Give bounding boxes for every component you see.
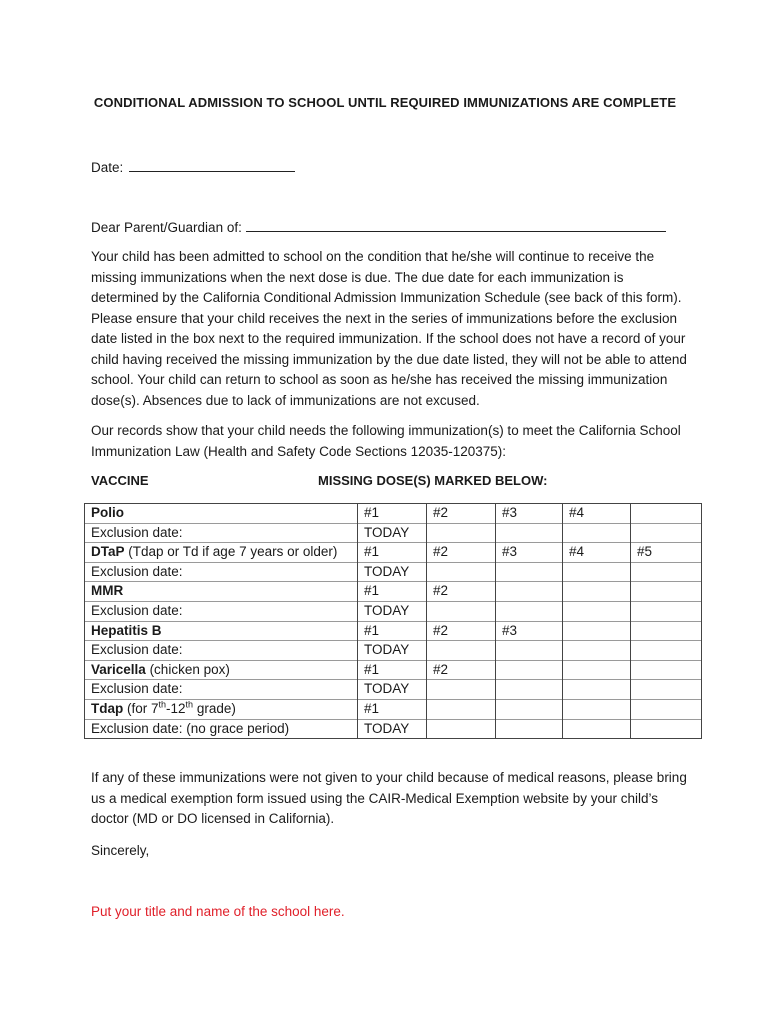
vaccine-name-bold: Tdap [91, 700, 124, 716]
closing-text: Sincerely, [91, 843, 150, 858]
exclusion-label: Exclusion date: [85, 680, 358, 700]
table-row [85, 699, 702, 719]
exclusion-date-cell[interactable] [631, 562, 702, 582]
exclusion-date-cell[interactable] [631, 680, 702, 700]
exclusion-date-cell[interactable] [496, 523, 563, 543]
exclusion-date-cell[interactable]: TODAY [358, 523, 427, 543]
exclusion-date-cell[interactable] [631, 601, 702, 621]
dose-cell[interactable]: #2 [427, 660, 496, 680]
table-row [85, 504, 702, 524]
dose-cell[interactable] [427, 699, 496, 719]
guardian-blank-line[interactable] [246, 217, 666, 232]
dose-cell[interactable] [496, 660, 563, 680]
dose-cell[interactable] [563, 621, 631, 641]
exclusion-date-cell[interactable] [563, 562, 631, 582]
vaccine-name [85, 699, 358, 719]
dose-cell[interactable] [563, 660, 631, 680]
dose-cell[interactable]: #2 [427, 621, 496, 641]
vaccine-header: VACCINE [91, 473, 149, 488]
dose-cell[interactable] [496, 699, 563, 719]
vaccine-name [85, 660, 358, 680]
dose-cell[interactable]: #3 [496, 621, 563, 641]
exclusion-date-cell[interactable] [631, 719, 702, 739]
dose-cell[interactable]: #4 [563, 543, 631, 563]
exclusion-date-cell[interactable] [496, 641, 563, 661]
exclusion-date-cell[interactable] [496, 601, 563, 621]
table-row [85, 582, 702, 602]
dose-cell[interactable]: #4 [563, 504, 631, 524]
table-row [85, 601, 702, 621]
table-row [85, 543, 702, 563]
exclusion-date-cell[interactable] [427, 719, 496, 739]
vaccine-name: MMR [85, 582, 358, 602]
dose-cell[interactable] [631, 582, 702, 602]
table-row [85, 641, 702, 661]
exclusion-date-cell[interactable]: TODAY [358, 562, 427, 582]
exclusion-date-cell[interactable] [631, 523, 702, 543]
exclusion-date-cell[interactable] [427, 601, 496, 621]
exclusion-date-cell[interactable] [427, 562, 496, 582]
medical-exemption-paragraph: If any of these immunizations were not given to your child because of medical reasons, please bring us a medical exemption form issued using the CAIR-Medical Exemption website by your child’s doctor (MD or DO licensed in California). [91, 770, 687, 826]
dose-cell[interactable]: #3 [496, 504, 563, 524]
dose-cell[interactable]: #1 [358, 699, 427, 719]
table-row [85, 562, 702, 582]
exclusion-date-cell[interactable] [563, 719, 631, 739]
exclusion-date-cell[interactable] [427, 641, 496, 661]
exclusion-date-cell[interactable]: TODAY [358, 680, 427, 700]
dose-cell[interactable]: #1 [358, 660, 427, 680]
exclusion-date-cell[interactable] [496, 719, 563, 739]
guardian-field-row [91, 217, 666, 235]
dose-cell[interactable]: #2 [427, 582, 496, 602]
exclusion-date-cell[interactable] [496, 562, 563, 582]
exclusion-date-cell[interactable] [563, 523, 631, 543]
exclusion-date-cell[interactable] [563, 641, 631, 661]
exclusion-date-cell[interactable] [563, 601, 631, 621]
dose-cell[interactable] [496, 582, 563, 602]
exclusion-label: Exclusion date: [85, 601, 358, 621]
exclusion-date-cell[interactable]: TODAY [358, 601, 427, 621]
table-row [85, 680, 702, 700]
vaccine-detail: -12 [166, 700, 186, 716]
dose-cell[interactable] [631, 660, 702, 680]
date-field-row [91, 157, 295, 175]
dose-cell[interactable]: #3 [496, 543, 563, 563]
table-row [85, 660, 702, 680]
dose-cell[interactable]: #2 [427, 504, 496, 524]
exclusion-label: Exclusion date: (no grace period) [85, 719, 358, 739]
vaccine-name-bold: Varicella [91, 661, 146, 677]
table-row [85, 719, 702, 739]
vaccine-detail: (for 7 [123, 700, 159, 716]
exclusion-date-cell[interactable]: TODAY [358, 719, 427, 739]
vaccine-detail: grade) [193, 700, 236, 716]
vaccine-name: Hepatitis B [85, 621, 358, 641]
vaccine-detail: (Tdap or Td if age 7 years or older) [124, 544, 338, 560]
exclusion-date-cell[interactable] [427, 680, 496, 700]
table-row [85, 523, 702, 543]
dose-cell[interactable]: #5 [631, 543, 702, 563]
dose-cell[interactable] [563, 699, 631, 719]
dose-cell[interactable]: #2 [427, 543, 496, 563]
vaccine-name [85, 543, 358, 563]
exclusion-label: Exclusion date: [85, 523, 358, 543]
table-row [85, 621, 702, 641]
exclusion-date-cell[interactable] [631, 641, 702, 661]
exclusion-date-cell[interactable] [427, 523, 496, 543]
dose-cell[interactable] [563, 582, 631, 602]
dose-cell[interactable]: #1 [358, 504, 427, 524]
page-title: CONDITIONAL ADMISSION TO SCHOOL UNTIL REQUIRED IMMUNIZATIONS ARE COMPLETE [93, 95, 677, 110]
exclusion-date-cell[interactable] [496, 680, 563, 700]
vaccine-name-bold: DTaP [91, 544, 125, 560]
exclusion-label: Exclusion date: [85, 641, 358, 661]
vaccine-name: Polio [85, 504, 358, 524]
immunization-table [84, 503, 702, 739]
superscript: th [158, 699, 167, 710]
date-blank-line[interactable] [129, 157, 295, 172]
dose-cell[interactable]: #1 [358, 543, 427, 563]
dose-cell[interactable]: #1 [358, 582, 427, 602]
vaccine-detail: (chicken pox) [145, 661, 230, 677]
dose-cell[interactable] [631, 504, 702, 524]
exclusion-date-cell[interactable] [563, 680, 631, 700]
guardian-label: Dear Parent/Guardian of: [91, 220, 242, 235]
missing-doses-header: MISSING DOSE(S) MARKED BELOW: [318, 473, 548, 488]
exclusion-date-cell[interactable]: TODAY [358, 641, 427, 661]
dose-cell[interactable]: #1 [358, 621, 427, 641]
date-label: Date: [91, 160, 124, 175]
dose-cell[interactable] [631, 621, 702, 641]
signature-placeholder[interactable]: Put your title and name of the school here. [91, 904, 345, 919]
superscript: th [185, 699, 194, 710]
dose-cell[interactable] [631, 699, 702, 719]
exclusion-label: Exclusion date: [85, 562, 358, 582]
records-paragraph: Our records show that your child needs the following immunization(s) to meet the California School Immunization Law (Health and Safety Code Sections 12035-120375): [91, 423, 681, 459]
admission-paragraph: Your child has been admitted to school on the condition that he/she will continue to receive the missing immunizations when the next dose is due. The due date for each immunization is determined by the California Conditional Admission Immunization Schedule (see back of this form). Please ensure that your child receives the next in the series of immunizations before the exclusion date listed in the box next to the required immunization. If the school does not have a record of your child having received the missing immunization by the due date listed, they will not be able to attend school. Your child can return to school as soon as he/she has received the missing immunization dose(s). Absences due to lack of immunizations are not excused. [91, 249, 687, 408]
